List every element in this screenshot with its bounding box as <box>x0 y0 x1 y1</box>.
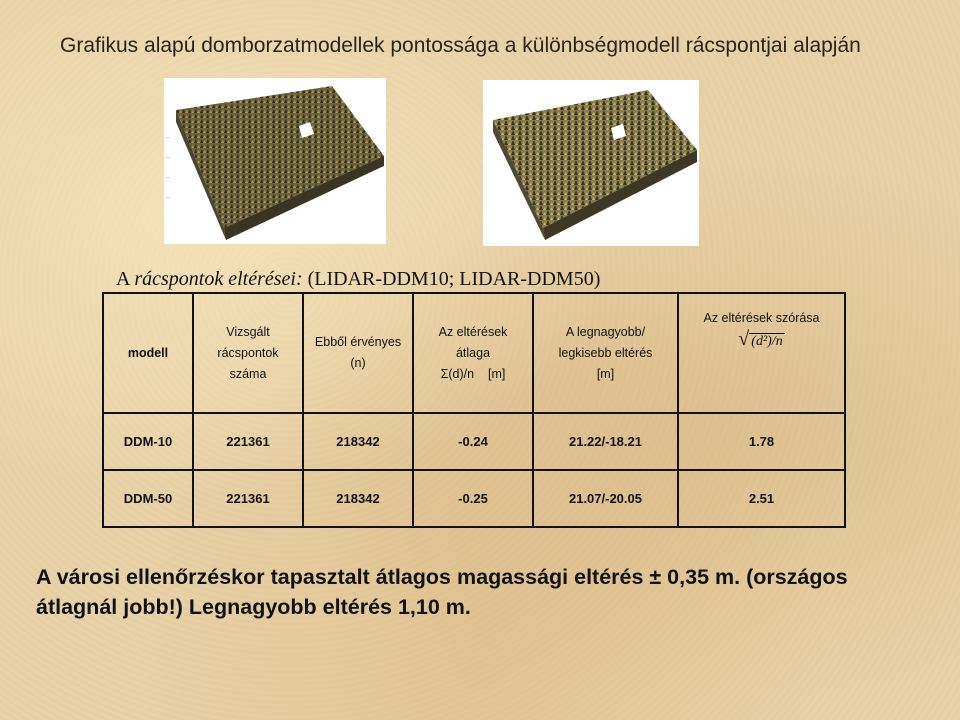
results-table <box>102 292 846 528</box>
cell-szoras: 2.51 <box>678 470 845 527</box>
terrain-3d-plot-icon <box>164 78 386 244</box>
subtitle-prefix: A <box>116 268 135 290</box>
cell-vizsgalt: 221361 <box>193 470 303 527</box>
cell-legnagyobb: 21.07/-20.05 <box>533 470 678 527</box>
svg-text:—: — <box>166 154 170 159</box>
cell-ervenyes: 218342 <box>303 413 413 470</box>
svg-text:—: — <box>166 194 170 199</box>
svg-text:—: — <box>166 134 170 139</box>
cell-ervenyes: 218342 <box>303 470 413 527</box>
subtitle-rest: (LIDAR-DDM10; LIDAR-DDM50) <box>302 268 601 290</box>
cell-atlag: -0.24 <box>413 413 533 470</box>
sqrt-formula: √ (d²)/n <box>738 328 783 350</box>
cell-atlag: -0.25 <box>413 470 533 527</box>
header-ervenyes: Ebből érvényes (n) <box>303 293 413 413</box>
cell-modell: DDM-10 <box>103 413 193 470</box>
right-dem-render <box>483 80 699 246</box>
header-szoras: Az eltérések szórása √ (d²)/n <box>678 293 845 413</box>
table-row <box>103 470 845 527</box>
cell-vizsgalt: 221361 <box>193 413 303 470</box>
header-vizsgalt: Vizsgált rácspontok száma <box>193 293 303 413</box>
slide-title: Grafikus alapú domborzatmodellek pontossága a különbségmodell rácspontjai alapján <box>60 34 861 57</box>
conclusion-text: A városi ellenőrzéskor tapasztalt átlagos magassági eltérés ± 0,35 m. (országos átlagnál jobb!) Legnagyobb eltérés 1,10 m. <box>36 565 848 619</box>
cell-legnagyobb: 21.22/-18.21 <box>533 413 678 470</box>
terrain-3d-plot-icon <box>483 80 699 246</box>
table-row <box>103 413 845 470</box>
cell-szoras: 1.78 <box>678 413 845 470</box>
left-dem-render <box>164 78 386 244</box>
svg-text:—: — <box>166 174 170 179</box>
table-subtitle <box>116 268 600 291</box>
header-atlag: Az eltérések átlaga Σ(d)/n [m] <box>413 293 533 413</box>
cell-modell: DDM-50 <box>103 470 193 527</box>
subtitle-italic: rácspontok eltérései: <box>134 268 303 290</box>
table-header-row <box>103 293 845 413</box>
header-modell: modell <box>103 293 193 413</box>
header-legnagyobb: A legnagyobb/ legkisebb eltérés [m] <box>533 293 678 413</box>
